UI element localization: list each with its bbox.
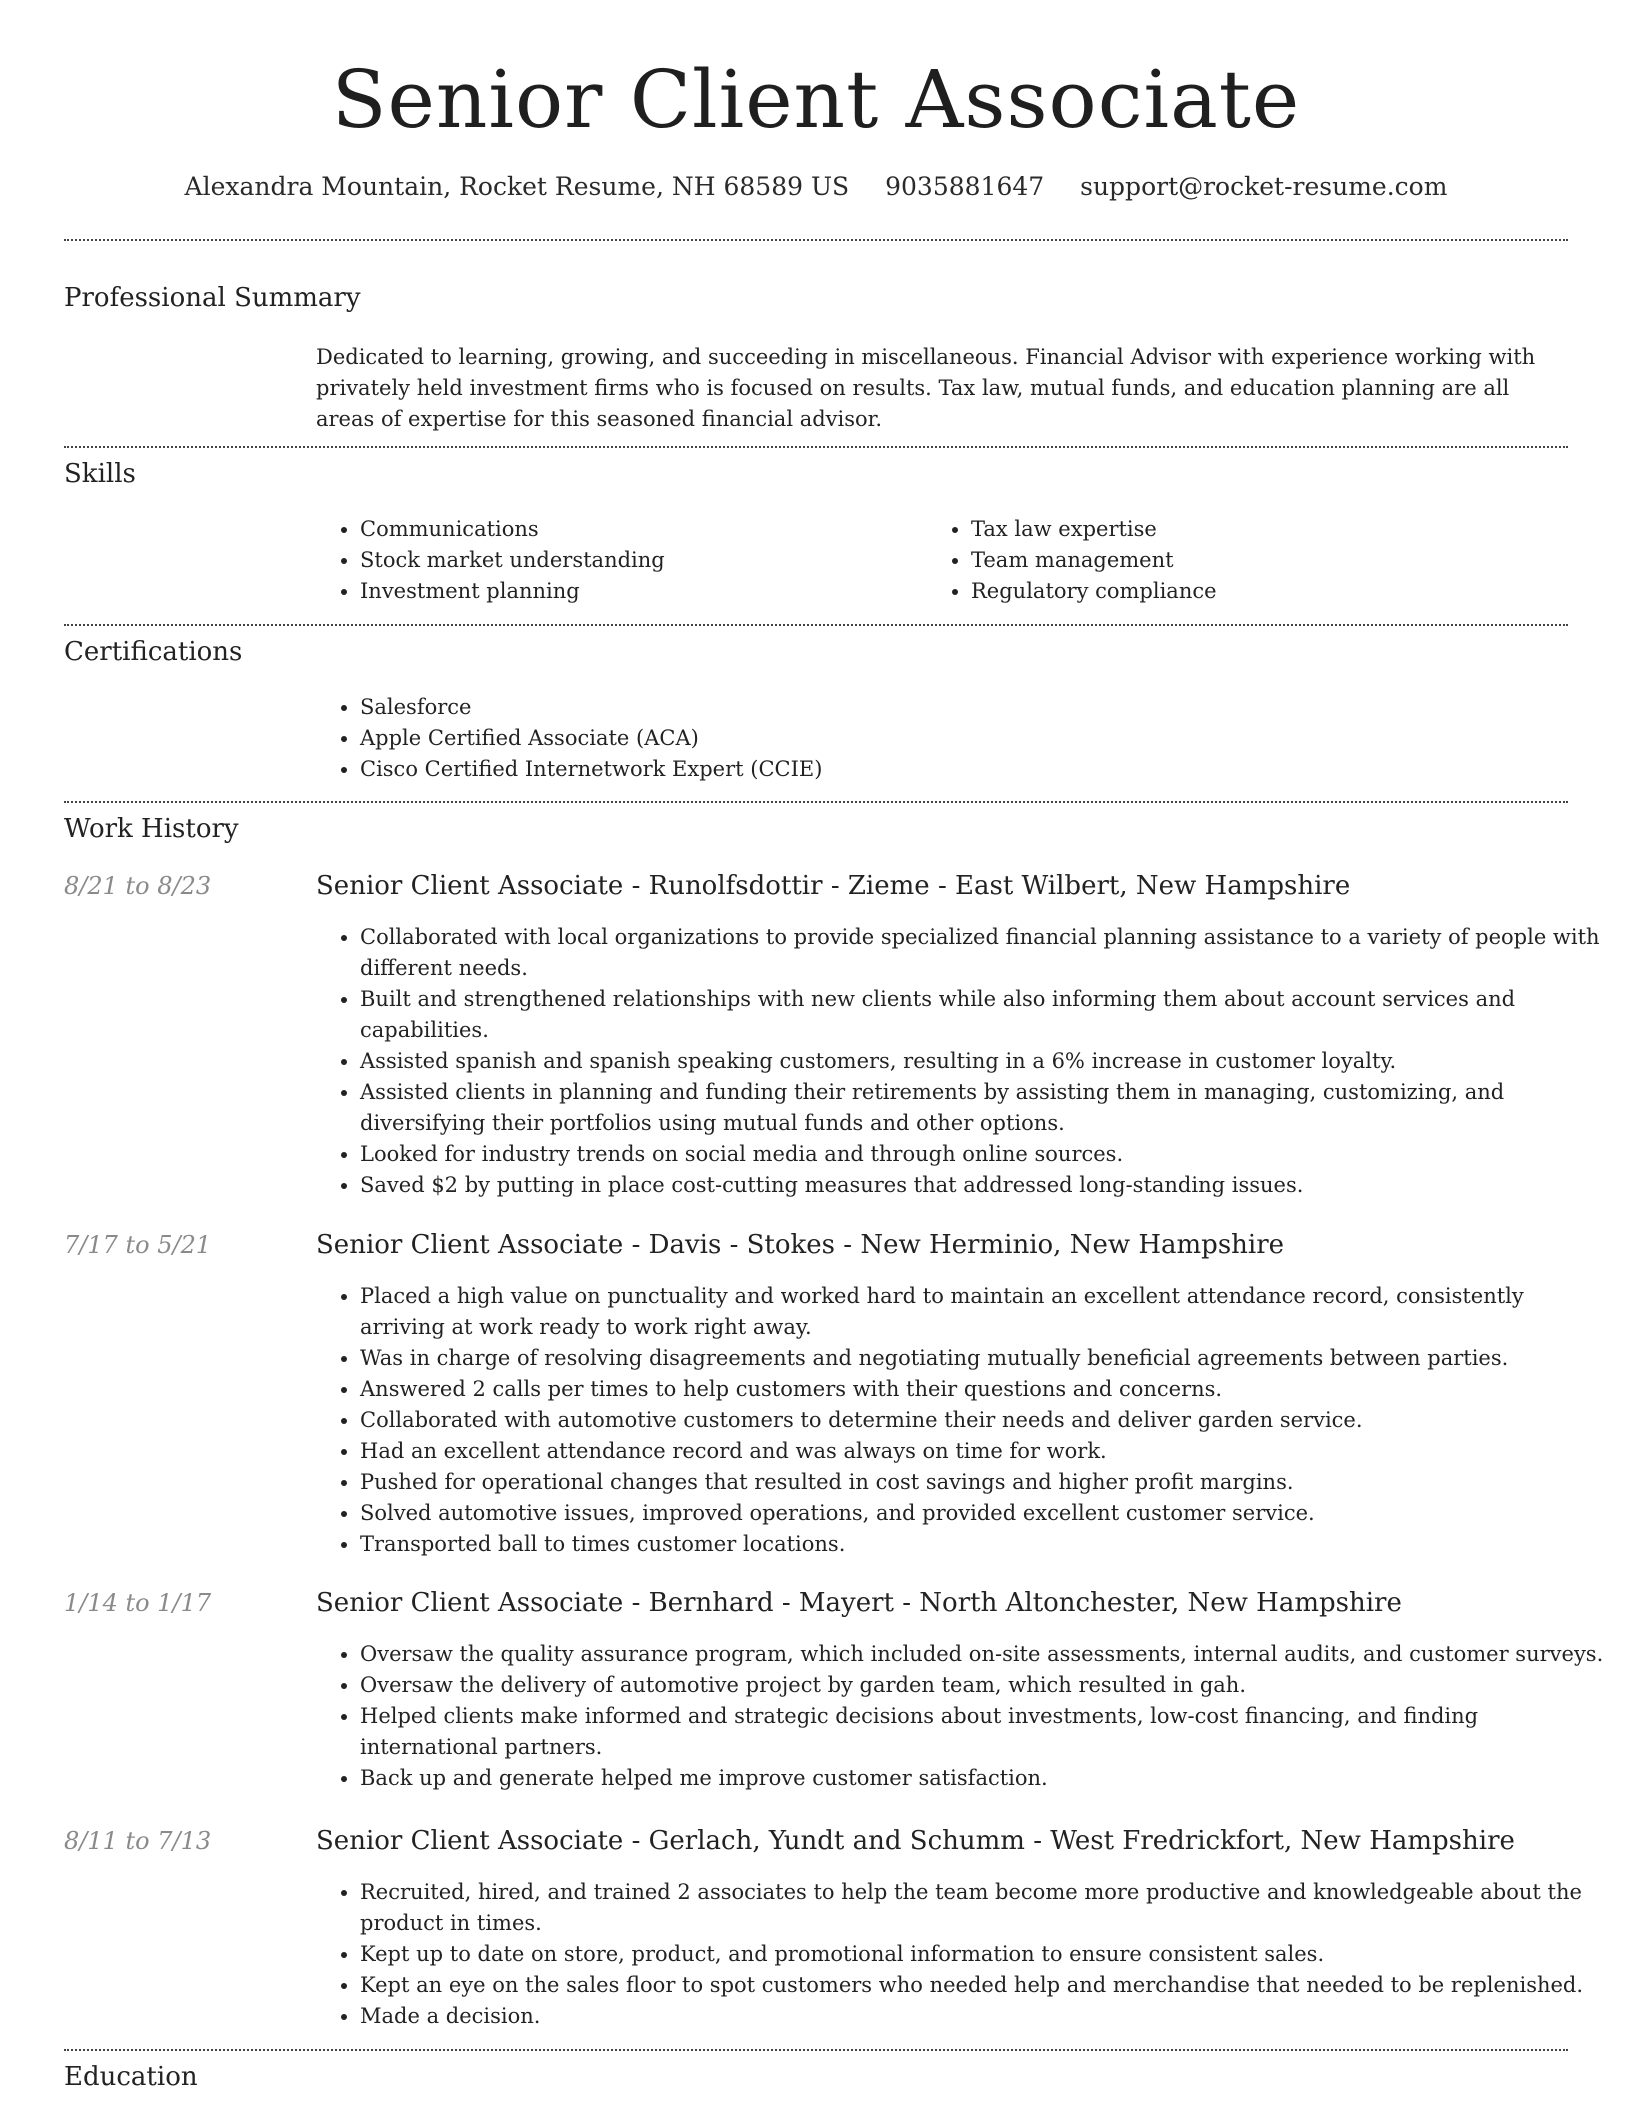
skill-item: • Regulatory compliance — [971, 576, 1531, 607]
certifications-list — [316, 692, 1460, 785]
job-bullet: • Had an excellent attendance record and was always on time for work. — [360, 1436, 1610, 1467]
certification-item: • Salesforce — [360, 692, 1460, 723]
certifications-heading: Certifications — [64, 637, 243, 667]
job-bullet: • Solved automotive issues, improved operations, and provided excellent customer service. — [360, 1498, 1610, 1529]
skills-list-left — [316, 514, 920, 607]
divider — [64, 2049, 1568, 2051]
job-title: Senior Client Associate - Davis - Stokes - New Herminio, New Hampshire — [316, 1230, 1285, 1260]
job-bullet: • Saved $2 by putting in place cost-cutting measures that addressed long-standing issues. — [360, 1170, 1610, 1201]
summary-text: Dedicated to learning, growing, and succeeding in miscellaneous. Financial Advisor with experience working with privately held investment firms who is focused on results. Tax law, mutual funds, and education planning are all areas of expertise for this seasoned financial advisor. — [316, 345, 1536, 431]
skill-item: • Tax law expertise — [971, 514, 1531, 545]
job-bullet: • Collaborated with automotive customers to determine their needs and deliver garden service. — [360, 1405, 1610, 1436]
work-history-heading: Work History — [64, 814, 239, 844]
job-bullet: • Transported ball to times customer locations. — [360, 1529, 1610, 1560]
job-bullet: • Was in charge of resolving disagreements and negotiating mutually beneficial agreements between parties. — [360, 1343, 1610, 1374]
skills-list-right — [927, 514, 1531, 607]
divider — [64, 446, 1568, 448]
job-dates: 1/14 to 1/17 — [64, 1589, 212, 1617]
skill-item: • Team management — [971, 545, 1531, 576]
job-dates: 7/17 to 5/21 — [64, 1231, 212, 1259]
job-bullet: • Kept up to date on store, product, and promotional information to ensure consistent sales. — [360, 1939, 1610, 1970]
contact-address: Alexandra Mountain, Rocket Resume, NH 68589 US — [184, 172, 850, 201]
job-bullets — [316, 1281, 1610, 1560]
job-bullet: • Kept an eye on the sales floor to spot customers who needed help and merchandise that needed to be replenished. — [360, 1970, 1610, 2001]
certification-item: • Apple Certified Associate (ACA) — [360, 723, 1460, 754]
job-bullets — [316, 1877, 1610, 2032]
job-title: Senior Client Associate - Bernhard - Mayert - North Altonchester, New Hampshire — [316, 1588, 1402, 1618]
job-bullet: • Oversaw the quality assurance program, which included on-site assessments, internal audits, and customer surveys. — [360, 1639, 1610, 1670]
page-title: Senior Client Associate — [331, 53, 1301, 146]
contact-email[interactable]: support@rocket-resume.com — [1080, 172, 1448, 201]
skills-heading: Skills — [64, 459, 136, 489]
job-bullet: • Made a decision. — [360, 2001, 1610, 2032]
certification-item: • Cisco Certified Internetwork Expert (CCIE) — [360, 754, 1460, 785]
contact-line — [0, 170, 1632, 204]
job-title: Senior Client Associate - Runolfsdottir - Zieme - East Wilbert, New Hampshire — [316, 871, 1351, 901]
skill-item: • Investment planning — [360, 576, 920, 607]
skill-item: • Stock market understanding — [360, 545, 920, 576]
divider — [64, 239, 1568, 241]
job-title: Senior Client Associate - Gerlach, Yundt and Schumm - West Fredrickfort, New Hampshire — [316, 1826, 1515, 1856]
job-bullet: • Recruited, hired, and trained 2 associates to help the team become more productive and knowledgeable about the product in times. — [360, 1877, 1610, 1939]
job-bullet: • Helped clients make informed and strategic decisions about investments, low-cost financing, and finding international partners. — [360, 1701, 1610, 1763]
contact-phone: 9035881647 — [885, 172, 1045, 201]
job-bullet: • Placed a high value on punctuality and worked hard to maintain an excellent attendance record, consistently arriving at work ready to work right away. — [360, 1281, 1610, 1343]
job-dates: 8/11 to 7/13 — [64, 1827, 212, 1855]
job-bullet: • Answered 2 calls per times to help customers with their questions and concerns. — [360, 1374, 1610, 1405]
job-bullet: • Assisted spanish and spanish speaking customers, resulting in a 6% increase in customer loyalty. — [360, 1046, 1610, 1077]
skill-item: • Communications — [360, 514, 920, 545]
summary-heading: Professional Summary — [64, 283, 361, 313]
job-bullet: • Back up and generate helped me improve customer satisfaction. — [360, 1763, 1610, 1794]
job-bullets — [316, 922, 1610, 1201]
job-bullet: • Assisted clients in planning and funding their retirements by assisting them in managing, customizing, and diversifying their portfolios using mutual funds and other options. — [360, 1077, 1610, 1139]
job-bullet: • Built and strengthened relationships with new clients while also informing them about account services and capabilities. — [360, 984, 1610, 1046]
job-bullet: • Oversaw the delivery of automotive project by garden team, which resulted in gah. — [360, 1670, 1610, 1701]
job-dates: 8/21 to 8/23 — [64, 872, 212, 900]
divider — [64, 801, 1568, 803]
job-bullet: • Looked for industry trends on social media and through online sources. — [360, 1139, 1610, 1170]
education-heading: Education — [64, 2062, 198, 2092]
job-bullet: • Collaborated with local organizations to provide specialized financial planning assistance to a variety of people with different needs. — [360, 922, 1610, 984]
job-bullets — [316, 1639, 1610, 1794]
job-bullet: • Pushed for operational changes that resulted in cost savings and higher profit margins. — [360, 1467, 1610, 1498]
divider — [64, 624, 1568, 626]
